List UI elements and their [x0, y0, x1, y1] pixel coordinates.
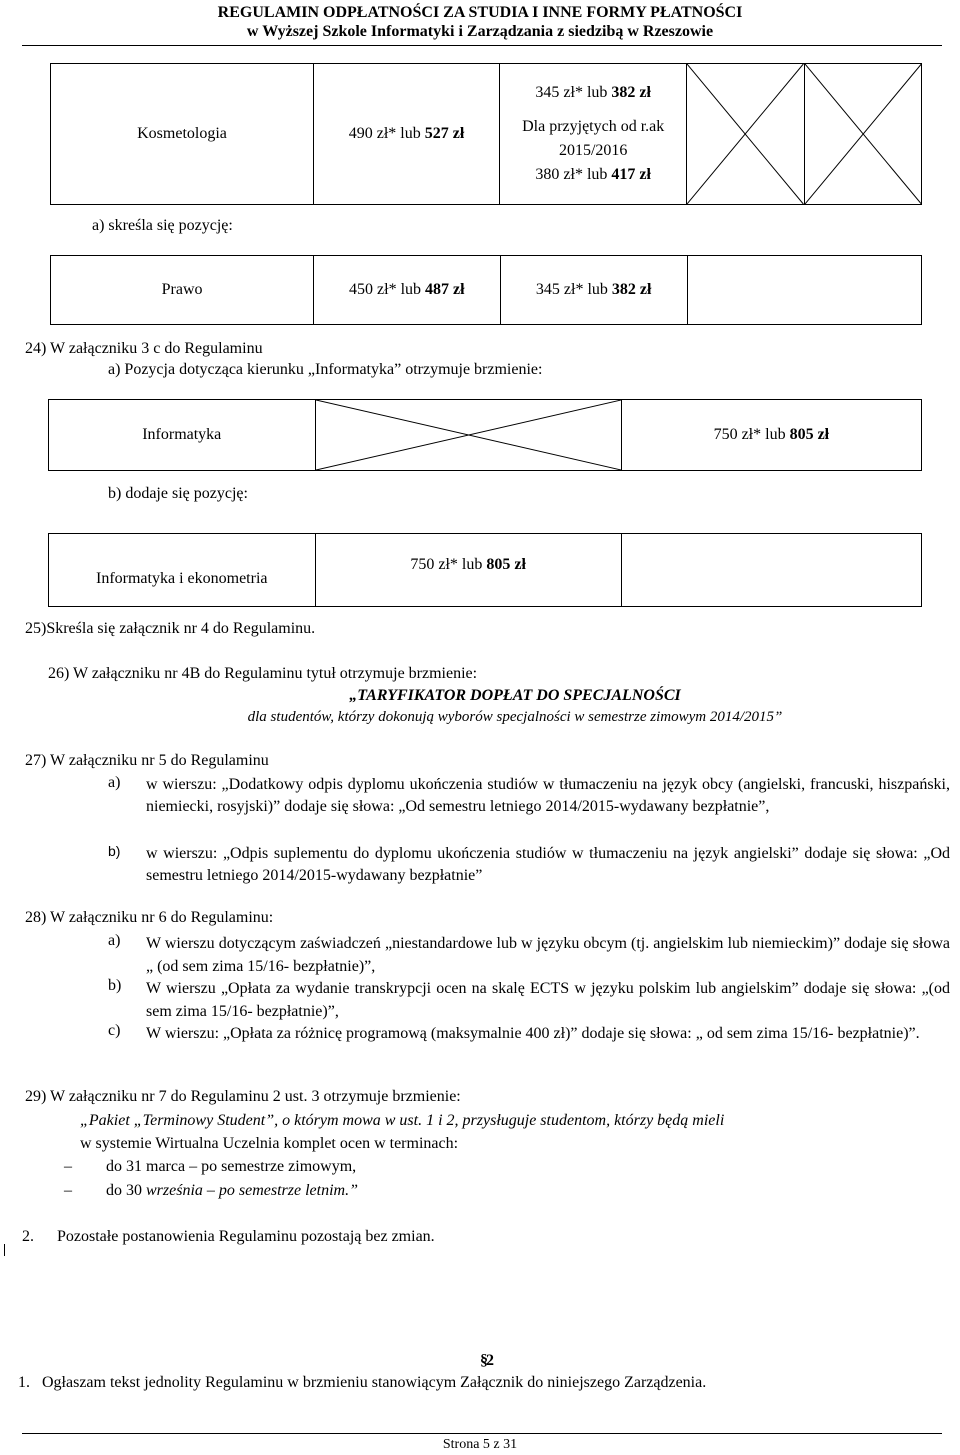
prawo-price-2: 345 zł* lub 382 zł: [500, 256, 687, 325]
item-26-title: 26) W załączniku nr 4B do Regulaminu tytuł otrzymuje brzmienie:: [48, 665, 478, 682]
item-27-title: 27) W załączniku nr 5 do Regulaminu: [25, 752, 269, 769]
point-2-number: 2.: [22, 1228, 34, 1245]
item-27-a-label: a): [108, 774, 121, 791]
item-29-dash1: do 31 marca – po semestrze zimowym,: [106, 1158, 357, 1175]
page-number: Strona 5 z 31: [442, 1437, 518, 1452]
informatyka-name: Informatyka: [49, 400, 316, 471]
crossed-cell: [315, 400, 621, 471]
item-29-title: 29) W załączniku nr 7 do Regulaminu 2 ust. 3 otrzymuje brzmienie:: [25, 1088, 461, 1105]
item-28-b-text: W wierszu „Opłata za wydanie transkrypcji ocen na skalę ECTS w języku polskim lub angielskim” dodaje się słowa: „(od sem zima 15/16- bezpłatnie)”,: [146, 980, 950, 1020]
item-28-c-label: c): [108, 1022, 121, 1039]
item-24-b: b) dodaje się pozycję:: [108, 485, 248, 502]
kosmetologia-table: [50, 63, 922, 205]
margin-mark: [4, 1244, 5, 1256]
prawo-price-1: 450 zł* lub 487 zł: [314, 256, 500, 325]
ekonometria-name: Informatyka i ekonometria: [49, 534, 316, 607]
ekonometria-price: 750 zł* lub 805 zł: [315, 534, 621, 607]
item-27-b-label: b): [108, 843, 121, 859]
informatyka-price: 750 zł* lub 805 zł: [621, 400, 921, 471]
item-27-a-text: w wierszu: „Dodatkowy odpis dyplomu ukończenia studiów w tłumaczeniu na język obcy (angielski, francuski, hiszpański, niemiecki, rosyjski)” dodaje się słowa: „Od semestru letniego 2014/2015-wydawany bezpłatnie”,: [146, 776, 950, 815]
kosmetologia-price-1: 490 zł* lub 527 zł: [313, 64, 499, 205]
kosmetologia-price-2: 345 zł* lub 382 zł Dla przyjętych od r.ak 2015/2016 380 zł* lub 417 zł: [500, 64, 687, 205]
section-point-1-text: Ogłaszam tekst jednolity Regulaminu w brzmieniu stanowiącym Załącznik do niniejszego Zarządzenia.: [42, 1374, 707, 1391]
item-28-a-label: a): [108, 932, 121, 949]
point-2-text: Pozostałe postanowienia Regulaminu pozostają bez zmian.: [57, 1228, 435, 1245]
item-28-title: 28) W załączniku nr 6 do Regulaminu:: [25, 909, 274, 926]
section-symbol-icon: §: [480, 1352, 488, 1369]
strike-position-label: a) skreśla się pozycję:: [92, 217, 233, 234]
item-28-c-text: W wierszu: „Opłata za różnicę programową (maksymalnie 400 zł)” dodaje się słowa: „ od sem zima 15/16- bezpłatnie)”.: [146, 1025, 920, 1042]
section-number: 2: [486, 1352, 494, 1369]
item-29-quote: „Pakiet „Terminowy Student”, o którym mowa w ust. 1 i 2, przysługuje studentom, którzy będą mieli: [80, 1112, 725, 1129]
ekonometria-table: [48, 533, 922, 607]
informatyka-table: [48, 399, 922, 471]
item-28-b-label: b): [108, 977, 122, 994]
header-title: REGULAMIN ODPŁATNOŚCI ZA STUDIA I INNE FORMY PŁATNOŚCI: [217, 4, 743, 21]
item-27-b-text: w wierszu: „Odpis suplementu do dyplomu ukończenia studiów w tłumaczeniu na język angielski” dodaje się słowa: „Od semestru letniego 2014/2015-wydawany bezpłatnie”: [146, 845, 950, 884]
header-subtitle: w Wyższej Szkole Informatyki i Zarządzania z siedzibą w Rzeszowie: [246, 23, 714, 40]
dash-bullet: –: [64, 1158, 72, 1175]
crossed-cell: [687, 64, 804, 205]
item-24-a: a) Pozycja dotycząca kierunku „Informatyka” otrzymuje brzmienie:: [108, 361, 543, 378]
section-point-1-number: 1.: [18, 1374, 30, 1391]
item-25: 25)Skreśla się załącznik nr 4 do Regulaminu.: [25, 620, 316, 637]
dash-bullet: –: [64, 1182, 72, 1199]
item-29-dash2: do 30 września – po semestrze letnim.”: [106, 1182, 358, 1199]
prawo-table: [50, 255, 922, 325]
footer-rule: [22, 1433, 942, 1434]
item-29-line2: w systemie Wirtualna Uczelnia komplet ocen w terminach:: [80, 1135, 459, 1152]
header-rule: [22, 45, 942, 46]
crossed-cell: [804, 64, 921, 205]
taryfikator-heading: „TARYFIKATOR DOPŁAT DO SPECJALNOŚCI: [349, 687, 681, 704]
item-24-title: 24) W załączniku 3 c do Regulaminu: [25, 340, 263, 357]
kosmetologia-name: Kosmetologia: [51, 64, 314, 205]
item-28-a-text: W wierszu dotyczącym zaświadczeń „niestandardowe lub w języku obcym (tj. angielskim lub niemieckim)” dodaje się słowa „ (od sem zima 15/16- bezpłatnie)”,: [146, 935, 950, 975]
taryfikator-subheading: dla studentów, którzy dokonują wyborów specjalności w semestrze zimowym 2014/2015”: [247, 709, 783, 725]
prawo-name: Prawo: [51, 256, 314, 325]
